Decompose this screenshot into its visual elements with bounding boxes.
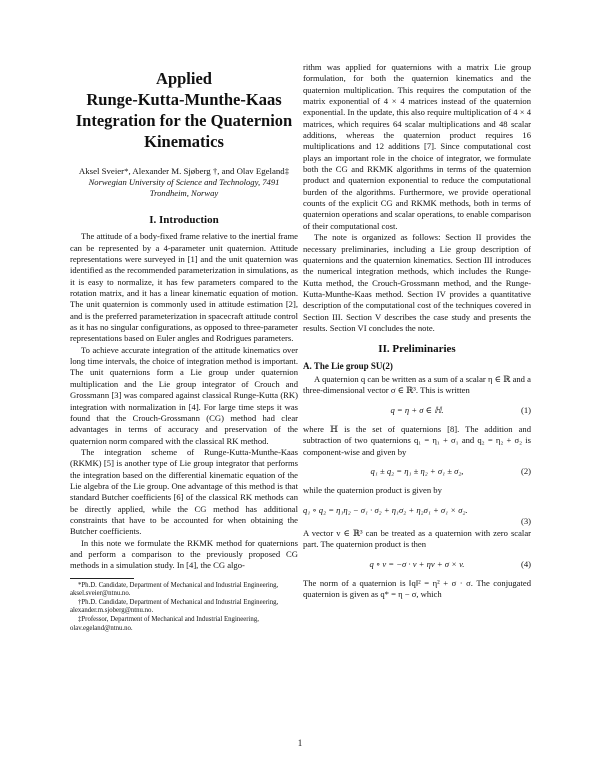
paragraph: The attitude of a body-fixed frame relative to the inertial frame can be represented by a 4-parameter unit quaternion. Attitude representations were surveyed in [1] and the unit quaternion was identified as the recommended parameterization in simulations, as it is easy to normalize, it has few parameters compared to the rotation matrix, and it has a linear kinematic equation of motion. The unit quaternion is commonly used in attitude estimation [2], and is the preferred parameterization in spacecraft attitude control as it has no singular configurations, as opposed to three-parameter representations based on Euler angles and Rodrigues parameters. <box>70 231 298 344</box>
title-line: Applied <box>156 69 212 88</box>
subsection-heading-lie-group: A. The Lie group SU(2) <box>303 360 393 371</box>
equation-4 <box>303 559 531 570</box>
equation-body: q₁ ∘ q₂ = η₁η₂ − σ₁ · σ₂ + η₁σ₂ + η₂σ₁ + σ₁ × σ₂. <box>303 504 468 515</box>
equation-number: (1) <box>520 404 531 415</box>
authors: Aksel Sveier*, Alexander M. Sjøberg †, and Olav Egeland‡ <box>78 166 290 176</box>
right-column <box>303 62 531 601</box>
footnote-rule <box>70 578 134 579</box>
paragraph: rithm was applied for quaternions with a matrix Lie group formulation, for both the quaternion kinematics and the quaternion multiplication. This requires the computation of the matrix exponential of 4 × 4 matrices instead of the quaternion exponential. In the update, this also require multiplication of 4 × 4 matrices, which requires 64 scalar multiplications and 48 scalar additions, whereas the quaternion product requires 16 multiplications and 12 additions [7]. Since computational cost plays an important role in the choice of integrator, we formulate both the CG and RKMK algorithms in terms of the quaternion product and quaternion exponential to reduce the computational burden of the algorithms. Furthermore, we provide operational counts of the explicit CG and RKMK methods, both in terms of quaternion operations and scalar operations, to enable comparison of their computational cost. <box>303 62 531 231</box>
affiliation-line: Trondheim, Norway <box>149 188 219 198</box>
title-line: Runge-Kutta-Munthe-Kaas <box>86 90 282 109</box>
paragraph: To achieve accurate integration of the attitude kinematics over long time intervals, the choice of integration method is important. The unit quaternions form a Lie group under quaternion multiplication and the Lie group integrator of Crouch and Grossmann [3] was compared against classical Runge-Kutta (RK) integration with normalization in [4]. For large time steps it was found that the Crouch-Grossmann (CG) method had clear advantages in terms of accuracy and preservation of the quaternion norm compared with the classical RK method. <box>70 344 298 446</box>
affiliation <box>70 177 298 199</box>
paper-title <box>70 68 298 152</box>
paragraph: A vector v ∈ ℝ³ can be treated as a quaternion with zero scalar part. The quaternion product is then <box>303 528 531 550</box>
paragraph: while the quaternion product is given by <box>303 485 442 496</box>
equation-number: (3) <box>520 515 531 526</box>
paragraph: where ℍ is the set of quaternions [8]. The addition and subtraction of two quaternions q₁ = η₁ + σ₁ and q₂ = η₂ + σ₂ is component-wise and given by <box>303 423 531 457</box>
footnote: †Ph.D. Candidate, Department of Mechanical and Industrial Engineering, alexander.m.sjoberg@ntnu.no. <box>70 599 279 615</box>
equation-number: (4) <box>520 558 531 569</box>
paragraph: A quaternion q can be written as a sum of a scalar η ∈ ℝ and a three-dimensional vector σ ∈ ℝ³. This is written <box>303 373 531 396</box>
equation-body: q ∘ v = −σ · v + ηv + σ × v. <box>369 558 465 569</box>
equation-number: (2) <box>520 466 531 476</box>
equation-2 <box>303 466 531 477</box>
paragraph: The note is organized as follows: Section II provides the necessary preliminaries, including a Lie group description of quaternions and the quaternion kinematics. Section III introduces the numerical integration methods, which includes the Runge-Kutta method, the Crouch-Grossmann method, and the Runge-Kutta-Munthe-Kaas method. Section IV provides a quantitative description of the computational cost of the techniques covered in Section III. Section V describes the case study and presents the results. Section VI concludes the note. <box>303 232 531 333</box>
section-heading-introduction: I. Introduction <box>149 214 219 226</box>
section-heading-preliminaries: II. Preliminaries <box>378 343 456 356</box>
affiliation-line: Norwegian University of Science and Technology, 7491 <box>88 177 280 187</box>
page-number: 1 <box>297 738 303 748</box>
left-column <box>70 62 298 634</box>
equation-body: q₁ ± q₂ = η₁ ± η₂ + σ₁ ± σ₂, <box>370 466 464 476</box>
paragraph: The norm of a quaternion is ‖q‖² = η² + σ · σ. The conjugated quaternion is given as q* = η − σ, which <box>303 578 531 600</box>
equation-body: q = η + σ ∈ ℍ. <box>390 404 444 415</box>
footnote: ‡Professor, Department of Mechanical and Industrial Engineering, olav.egeland@ntnu.no. <box>70 616 259 632</box>
title-line: Kinematics <box>144 132 224 151</box>
title-line: Integration for the Quaternion <box>75 111 293 130</box>
paragraph: The integration scheme of Runge-Kutta-Munthe-Kaas (RKMK) [5] is another type of Lie group integrator that performs the integration based on the differential kinematic equation of the Lie algebra of the Lie group. One advantage of this method is that standard Butcher coefficients [6] of the classical RK methods can be directly applied, while the CG method has additional constraints that have to be accounted for when obtaining the Butcher coefficients. <box>70 446 298 537</box>
equation-1 <box>303 405 531 416</box>
equation-3 <box>303 504 531 526</box>
footnote: *Ph.D. Candidate, Department of Mechanical and Industrial Engineering, aksel.sveier@ntnu.no. <box>70 581 279 597</box>
paragraph: In this note we formulate the RKMK method for quaternions and perform a comparison to the previously proposed CG methods in a simulation study. In [4], the CG algo- <box>70 537 298 571</box>
